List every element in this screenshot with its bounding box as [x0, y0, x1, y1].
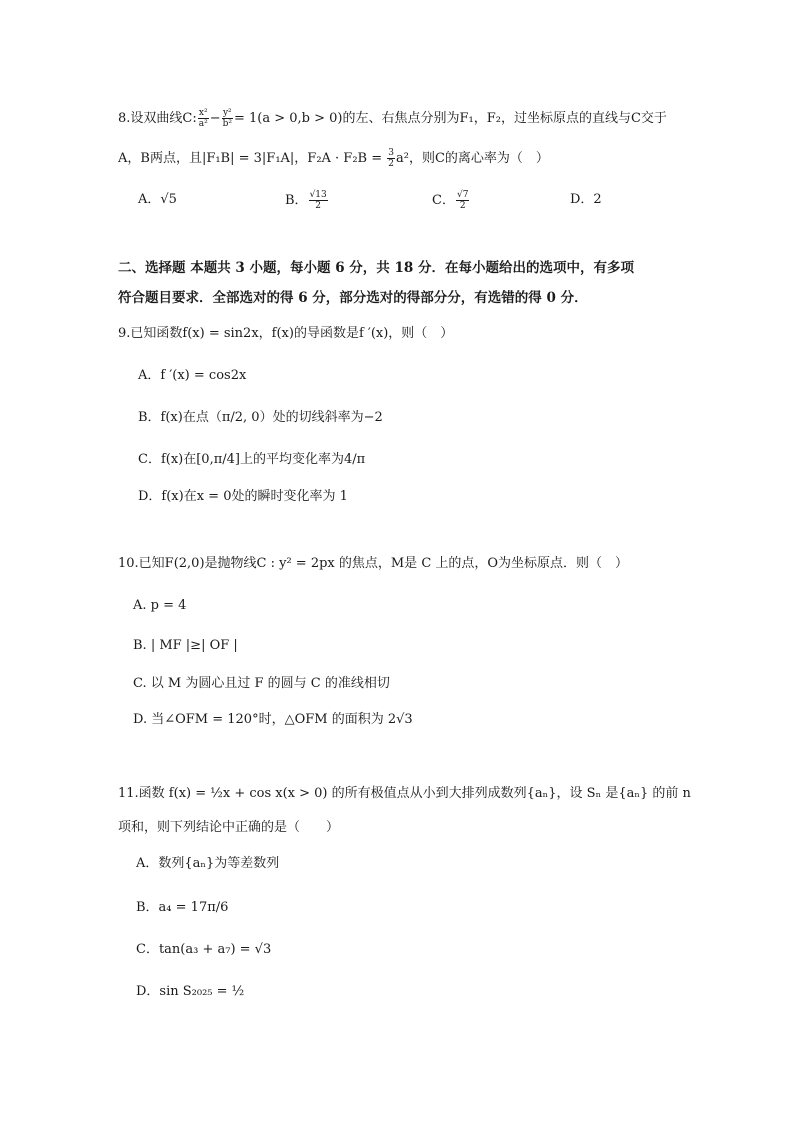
q8-option-a: A．√5 [138, 192, 177, 207]
q11-stem: 11.函数 f(x) = ½x + cos x(x > 0) 的所有极值点从小到大排列成数列{aₙ}，设 Sₙ 是{aₙ} 的前 n [118, 786, 691, 801]
q10-option-c: C. 以 M 为圆心且过 F 的圆与 C 的准线相切 [133, 676, 390, 691]
q10-option-b: B. | MF |≥| OF | [133, 638, 238, 653]
q9-stem: 9.已知函数f(x) = sin2x，f(x)的导函数是f ′(x)，则（ ） [118, 326, 454, 341]
q11-option-d: D．sin S₂₀₂₅ = ½ [136, 984, 245, 999]
q9-option-c: C．f(x)在[0,π/4]上的平均变化率为4/π [138, 452, 366, 467]
q8-frac-x2a2: $\frac{\text{x²}}{\text{a²}}$ [198, 108, 208, 129]
q10-option-a: A. p = 4 [133, 598, 187, 613]
section2-line2: 符合题目要求．全部选对的得 6 分，部分选对的得部分分，有选错的得 0 分． [118, 290, 588, 306]
q8-c-num: √7 [456, 190, 469, 200]
q10-option-d: D. 当∠OFM = 120°时，△OFM 的面积为 2√3 [133, 712, 413, 727]
q8-b-num: √13 [309, 190, 327, 200]
q8-c-den: 2 [459, 201, 466, 211]
q10-stem: 10.已知F(2,0)是抛物线C : y² = 2px 的焦点，M是 C 上的点，O为坐标原点．则（ ） [118, 556, 629, 571]
q8-line1-suffix: = 1(a > 0,b > 0)的左、右焦点分别为F₁，F₂，过坐标原点的直线与C交于 [234, 111, 667, 126]
q9-option-a: A．f ′(x) = cos2x [138, 368, 247, 383]
q11-stem2: 项和，则下列结论中正确的是（ ） [118, 820, 340, 835]
q8-line1-prefix: 8.设双曲线C: [118, 111, 197, 126]
q8-option-b-frac [309, 190, 328, 211]
q8-b-den: 2 [315, 201, 322, 211]
q8-option-c [432, 190, 470, 211]
q11-option-c: C．tan(a₃ + a₇) = √3 [136, 942, 272, 957]
q8-option-c-label: C． [432, 193, 455, 208]
q8-line2-text: A，B两点，且|F₁B| = 3|F₁A|，F₂A · F₂B = [118, 151, 387, 166]
q8-option-b-label: B． [285, 193, 308, 208]
q9-option-d: D．f(x)在x = 0处的瞬时变化率为 1 [138, 489, 348, 504]
q11-option-a: A．数列{aₙ}为等差数列 [136, 856, 280, 871]
q8-line2-suffix: a²，则C的离心率为（ ） [396, 151, 549, 166]
q8-frac-y2b2: $\frac{\text{y²}}{\text{b²}}$ [222, 108, 232, 129]
q8-line2 [118, 148, 549, 169]
q9-option-b: B．f(x)在点（π/2, 0）处的切线斜率为−2 [138, 410, 383, 425]
q11-option-b: B．a₄ = 17π/6 [136, 900, 229, 915]
section2-line1: 二、选择题 本题共 3 小题，每小题 6 分，共 18 分．在每小题给出的选项中，有多项 [118, 260, 634, 276]
q8-option-c-frac [456, 190, 469, 211]
q8-option-d: D．2 [570, 192, 602, 207]
q8-frac-3-2: $\frac{3}{2}$ [388, 148, 394, 169]
q8-option-b [285, 190, 329, 211]
q8-line1: 8.设双曲线C: $\frac{\text{x²}}{\text{a²}}$ − $\frac{\text{y²}}{\text{b²}}$ = 1(a > 0,b > 0)的左、右焦点分别为F₁，F₂，过坐标原点的直线与C交于 [118, 108, 667, 129]
